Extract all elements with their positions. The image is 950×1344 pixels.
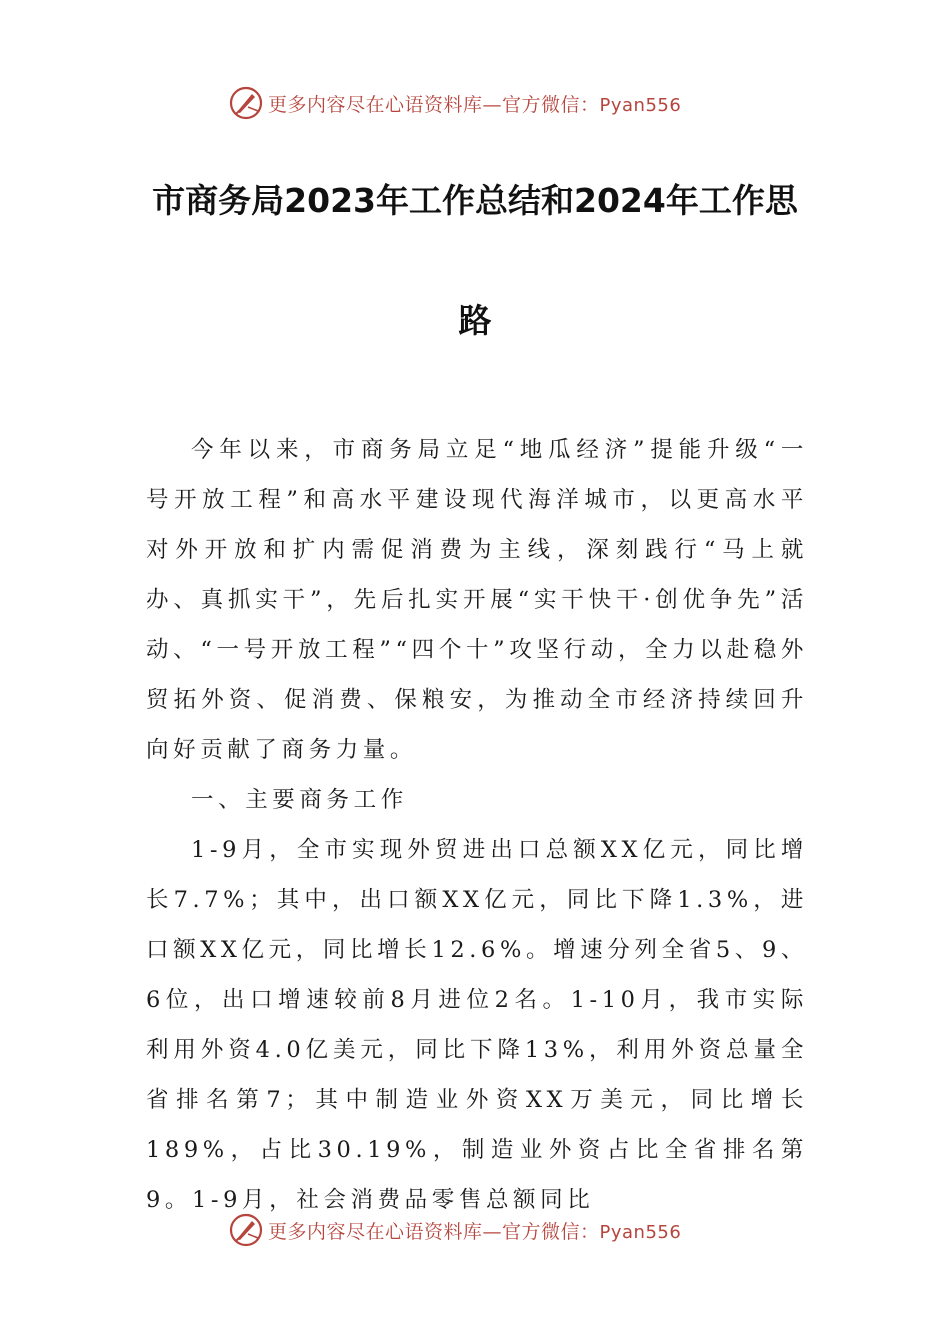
watermark-footer — [228, 1210, 748, 1250]
watermark-handle: Pyan556 — [599, 94, 682, 116]
watermark-header — [228, 83, 748, 123]
quill-pen-circle-icon — [228, 85, 264, 121]
paragraph-statistics: 1-9月，全市实现外贸进出口总额XX亿元，同比增长7.7%；其中，出口额XX亿元，同比下降1.3%，进口额XX亿元，同比增长12.6%。增速分列全省5、9、6位，出口增速较前8月进位2名。1-10月，我市实际利用外资4.0亿美元，同比下降13%，利用外资总量全省排名第7；其中制造业外资XX万美元，同比增长189%，占比30.19%，制造业外资占比全省排名第9。1-9月，社会消费品零售总额同比 — [146, 837, 808, 1213]
watermark-text: 更多内容尽在心语资料库—官方微信：Pyan556 — [268, 1220, 682, 1243]
section-heading-main-work: 一、主要商务工作 — [191, 787, 408, 813]
document-title-line-2: 路 — [458, 301, 492, 340]
watermark-handle: Pyan556 — [599, 1221, 682, 1243]
document-title-line-1: 市商务局2023年工作总结和2024年工作思 — [152, 181, 798, 220]
quill-pen-circle-icon — [228, 1212, 264, 1248]
paragraph-intro: 今年以来，市商务局立足“地瓜经济”提能升级“一号开放工程”和高水平建设现代海洋城市，以更高水平对外开放和扩内需促消费为主线，深刻践行“马上就办、真抓实干”，先后扎实开展“实干快干·创优争先”活动、“一号开放工程”“四个十”攻坚行动，全力以赴稳外贸拓外资、促消费、保粮安，为推动全市经济持续回升向好贡献了商务力量。 — [146, 437, 808, 763]
watermark-text: 更多内容尽在心语资料库—官方微信：Pyan556 — [268, 93, 682, 116]
document-body — [146, 425, 808, 1225]
